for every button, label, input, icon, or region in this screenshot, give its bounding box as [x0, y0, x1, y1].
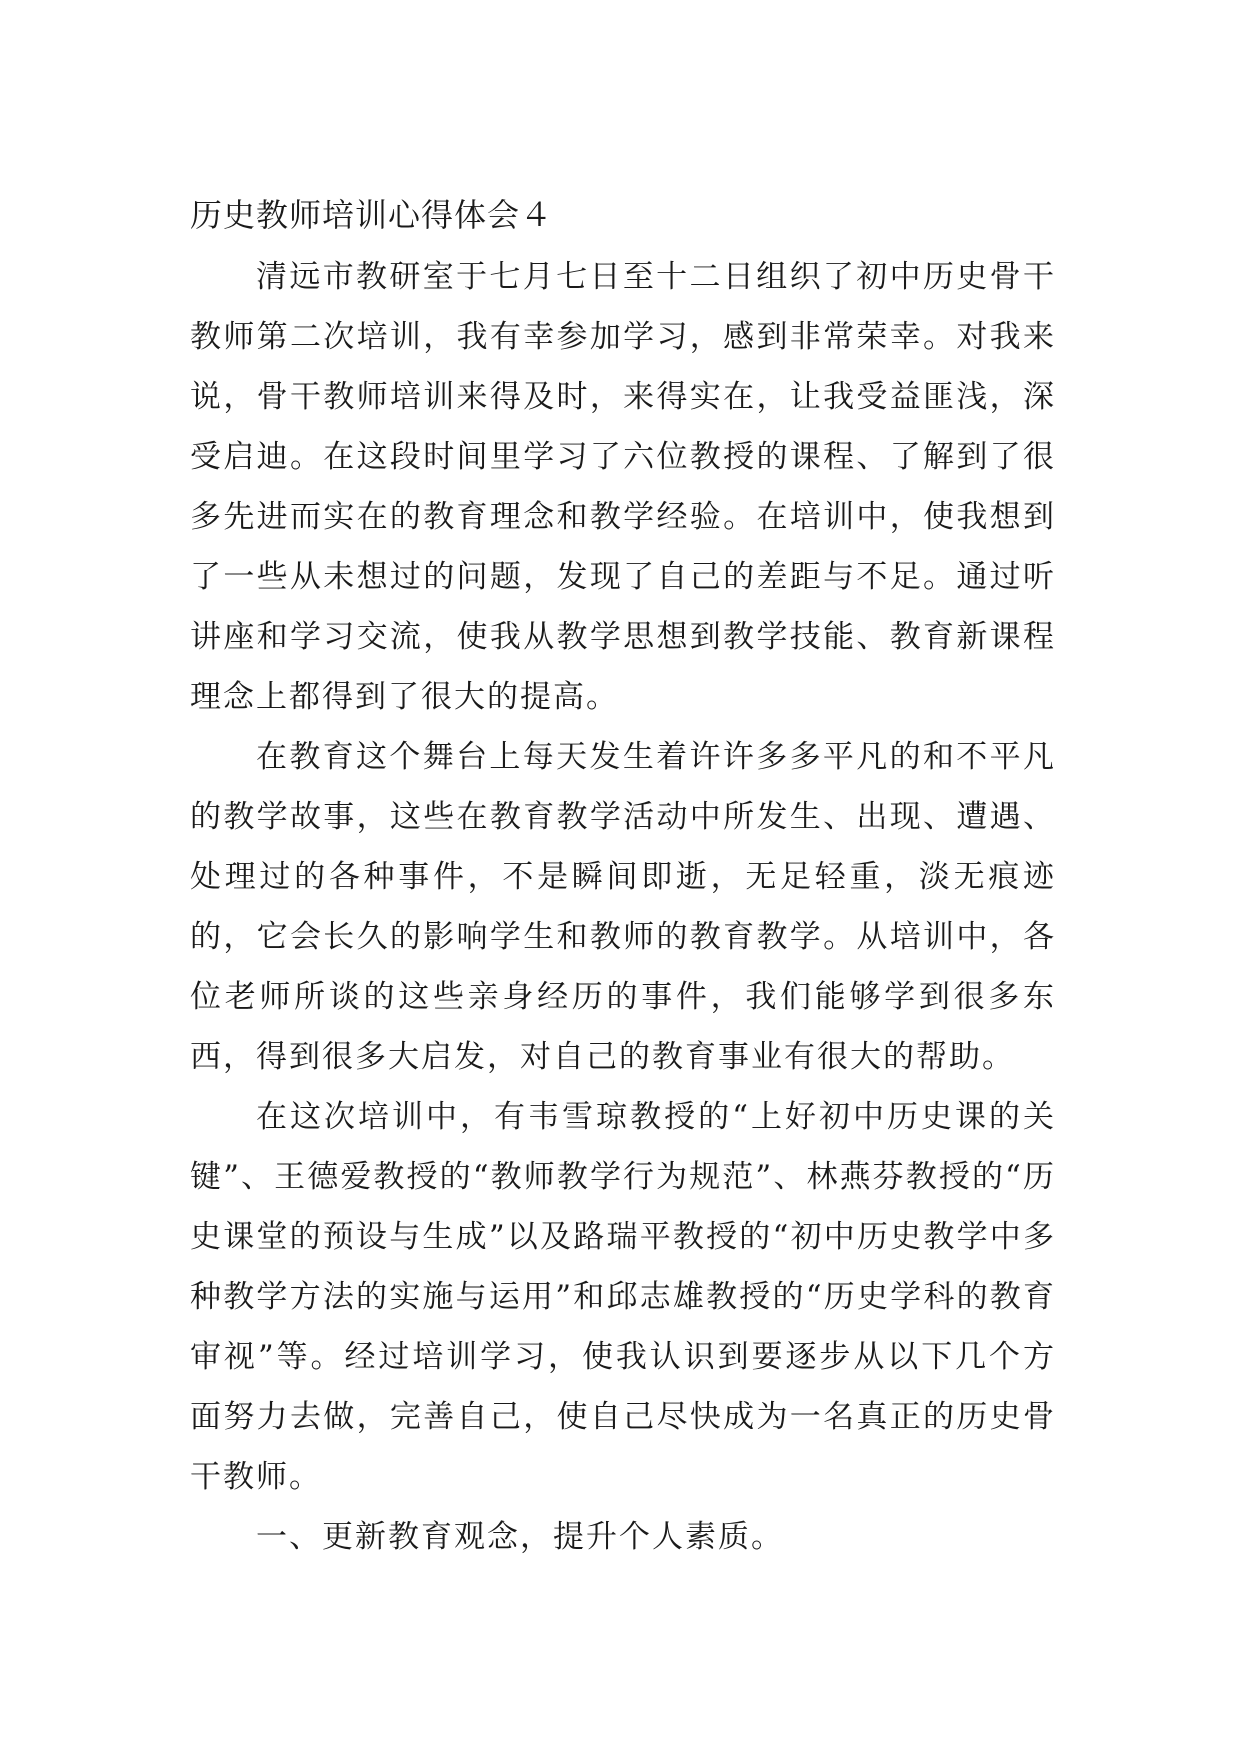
section-heading-one: 一、更新教育观念，提升个人素质。: [256, 1519, 784, 1555]
document-page: [190, 185, 1056, 1567]
paragraph-training-courses: 在这次培训中，有韦雪琼教授的“上好初中历史课的关键”、王德爱教授的“教师教学行为规范”、林燕芬教授的“历史课堂的预设与生成”以及路瑞平教授的“初中历史教学中多种教学方法的实施与运用”和邱志雄教授的“历史学科的教育审视”等。经过培训学习，使我认识到要逐步从以下几个方面努力去做，完善自己，使自己尽快成为一名真正的历史骨干教师。: [190, 1099, 1056, 1495]
paragraph-intro: 清远市教研室于七月七日至十二日组织了初中历史骨干教师第二次培训，我有幸参加学习，感到非常荣幸。对我来说，骨干教师培训来得及时，来得实在，让我受益匪浅，深受启迪。在这段时间里学习了六位教授的课程、了解到了很多先进而实在的教育理念和教学经验。在培训中，使我想到了一些从未想过的问题，发现了自己的差距与不足。通过听讲座和学习交流，使我从教学思想到教学技能、教育新课程理念上都得到了很大的提高。: [190, 259, 1056, 715]
document-title: 历史教师培训心得体会４: [190, 196, 554, 234]
paragraph-teaching-stories: 在教育这个舞台上每天发生着许许多多平凡的和不平凡的教学故事，这些在教育教学活动中所发生、出现、遭遇、处理过的各种事件，不是瞬间即逝，无足轻重，淡无痕迹的，它会长久的影响学生和教师的教育教学。从培训中，各位老师所谈的这些亲身经历的事件，我们能够学到很多东西，得到很多大启发，对自己的教育事业有很大的帮助。: [190, 739, 1056, 1075]
